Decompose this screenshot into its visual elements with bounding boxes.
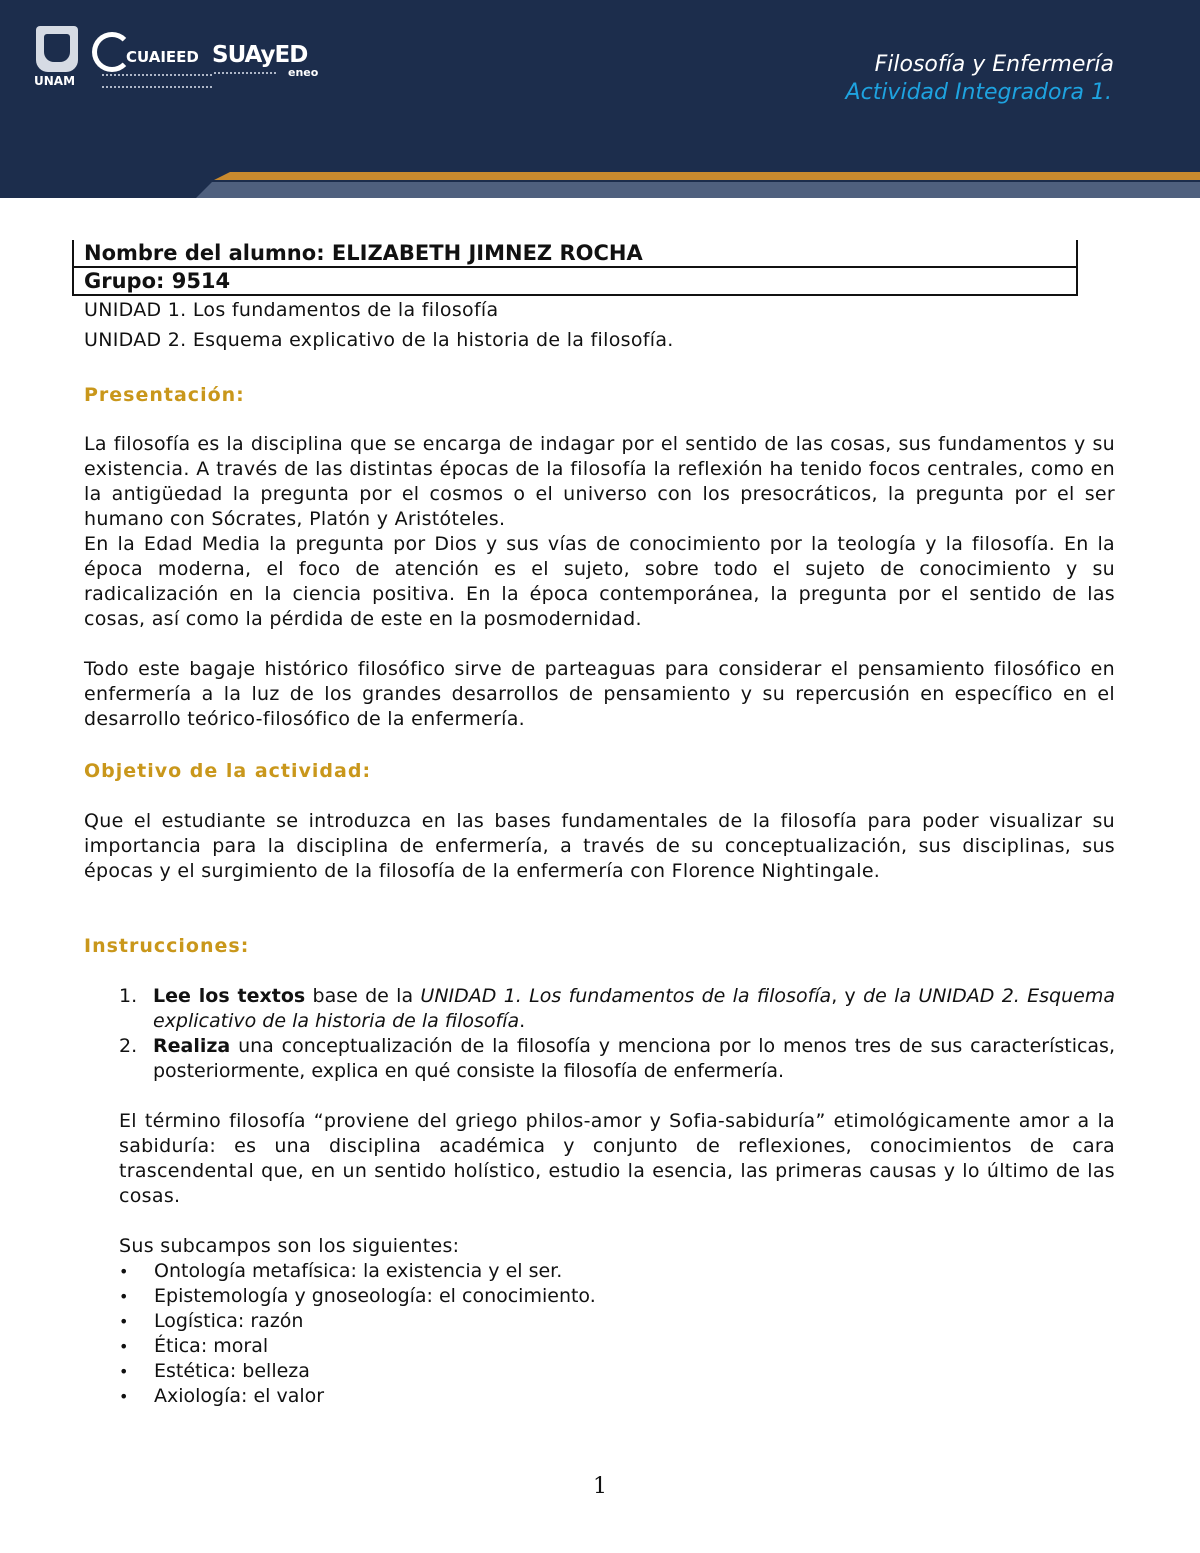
bullet-icon: • bbox=[119, 1312, 129, 1331]
instructions-heading: Instrucciones: bbox=[84, 935, 250, 957]
subfields-intro: Sus subcampos son los siguientes: bbox=[119, 1235, 460, 1257]
unam-logo bbox=[30, 26, 86, 90]
subfield-text: Ética: moral bbox=[154, 1335, 269, 1357]
instruction-text-part: una conceptualización de la filosofía y menciona por lo menos tres de sus características, posteriormente, explica en qué consiste la filosofía de enfermería. bbox=[153, 1035, 1115, 1082]
unam-logo-text: UNAM bbox=[34, 74, 76, 88]
subfield-text: Axiología: el valor bbox=[154, 1385, 325, 1407]
answer-paragraph: El término filosofía “proviene del griego philos-amor y Sofia-sabiduría” etimológicamente amor a la sabiduría: es una disciplina académica y conjunto de reflexiones, conocimientos de cara trascendental que, en un sentido holístico, estudio la esencia, las primeras causas y lo último de las cosas. bbox=[119, 1110, 1115, 1207]
subfield-item bbox=[119, 1309, 304, 1334]
cuaieed-logo-text: CUAIEED bbox=[126, 48, 199, 66]
instruction-italic: de la UNIDAD 2. Esquema explicativo de la historia de la filosofía bbox=[153, 985, 1115, 1032]
subfield-text: Ontología metafísica: la existencia y el ser. bbox=[154, 1260, 563, 1282]
instruction-number: 1. bbox=[119, 985, 138, 1007]
presentation-paragraph-2: En la Edad Media la pregunta por Dios y sus vías de conocimiento por la teología y la filosofía. En la época moderna, el foco de atención es el sujeto, sobre todo el sujeto de conocimiento y su radicalización en la ciencia positiva. En la época contemporánea, la pregunta por el sentido de las cosas, así como la pérdida de este en la posmodernidad. bbox=[84, 533, 1115, 630]
subfield-item bbox=[119, 1334, 269, 1359]
student-group: Grupo: 9514 bbox=[74, 266, 1076, 294]
suayed-logo-text: SUAyED bbox=[212, 42, 308, 68]
suayed-logo bbox=[212, 42, 319, 82]
presentation-heading: Presentación: bbox=[84, 384, 245, 406]
bullet-icon: • bbox=[119, 1287, 129, 1306]
bullet-icon: • bbox=[119, 1337, 129, 1356]
unit-2-title: UNIDAD 2. Esquema explicativo de la historia de la filosofía. bbox=[84, 329, 674, 351]
bullet-icon: • bbox=[119, 1362, 129, 1381]
instruction-text-part: base de la bbox=[305, 985, 421, 1007]
unam-crest-icon bbox=[36, 26, 78, 72]
subfield-item bbox=[119, 1359, 310, 1384]
instruction-text bbox=[153, 984, 1115, 1034]
instruction-bold: Realiza bbox=[153, 1035, 231, 1057]
bullet-icon: • bbox=[119, 1262, 129, 1281]
presentation-paragraph-1: La filosofía es la disciplina que se encarga de indagar por el sentido de las cosas, sus fundamentos y su existencia. A través de las distintas épocas de la filosofía la reflexión ha tenido focos centrales, como en la antigüedad la pregunta por el cosmos o el universo con los presocráticos, la pregunta por el ser humano con Sócrates, Platón y Aristóteles. bbox=[84, 433, 1115, 530]
cuaieed-logo bbox=[92, 32, 212, 88]
subfield-text: Logística: razón bbox=[154, 1310, 304, 1332]
instruction-bold: Lee los textos bbox=[153, 985, 306, 1007]
student-name: Nombre del alumno: ELIZABETH JIMNEZ ROCHA bbox=[84, 241, 643, 265]
suayed-subtext-line bbox=[214, 72, 276, 82]
bullet-icon: • bbox=[119, 1387, 129, 1406]
student-info-box bbox=[72, 240, 1078, 296]
subfield-item bbox=[119, 1384, 325, 1409]
instruction-italic: UNIDAD 1. Los fundamentos de la filosofía bbox=[420, 985, 832, 1007]
eneo-logo-text: eneo bbox=[288, 66, 319, 79]
presentation-paragraph-3: Todo este bagaje histórico filosófico sirve de parteaguas para considerar el pensamiento filosófico en enfermería a la luz de los grandes desarrollos de pensamiento y su repercusión en específico en el desarrollo teórico-filosófico de la enfermería. bbox=[84, 658, 1115, 730]
header-banner bbox=[0, 0, 1200, 198]
objective-paragraph: Que el estudiante se introduzca en las bases fundamentales de la filosofía para poder visualizar su importancia para la disciplina de enfermería, a través de su conceptualización, sus disciplinas, sus épocas y el surgimiento de la filosofía de la enfermería con Florence Nightingale. bbox=[84, 810, 1115, 882]
instruction-text-part: , y bbox=[831, 985, 864, 1007]
subfield-text: Epistemología y gnoseología: el conocimiento. bbox=[154, 1285, 596, 1307]
subfield-item bbox=[119, 1259, 563, 1284]
header-title: Filosofía y Enfermería bbox=[874, 52, 1114, 77]
subfield-item bbox=[119, 1284, 596, 1309]
instruction-text-part: . bbox=[519, 1010, 526, 1032]
instruction-text bbox=[153, 1034, 1115, 1084]
cuaieed-subtext-lines bbox=[102, 74, 212, 88]
subfield-text: Estética: belleza bbox=[154, 1360, 310, 1382]
instruction-number: 2. bbox=[119, 1035, 138, 1057]
objective-heading: Objetivo de la actividad: bbox=[84, 760, 372, 782]
unit-1-title: UNIDAD 1. Los fundamentos de la filosofía bbox=[84, 299, 499, 321]
header-subtitle: Actividad Integradora 1. bbox=[845, 80, 1112, 105]
page-number: 1 bbox=[593, 1474, 607, 1499]
